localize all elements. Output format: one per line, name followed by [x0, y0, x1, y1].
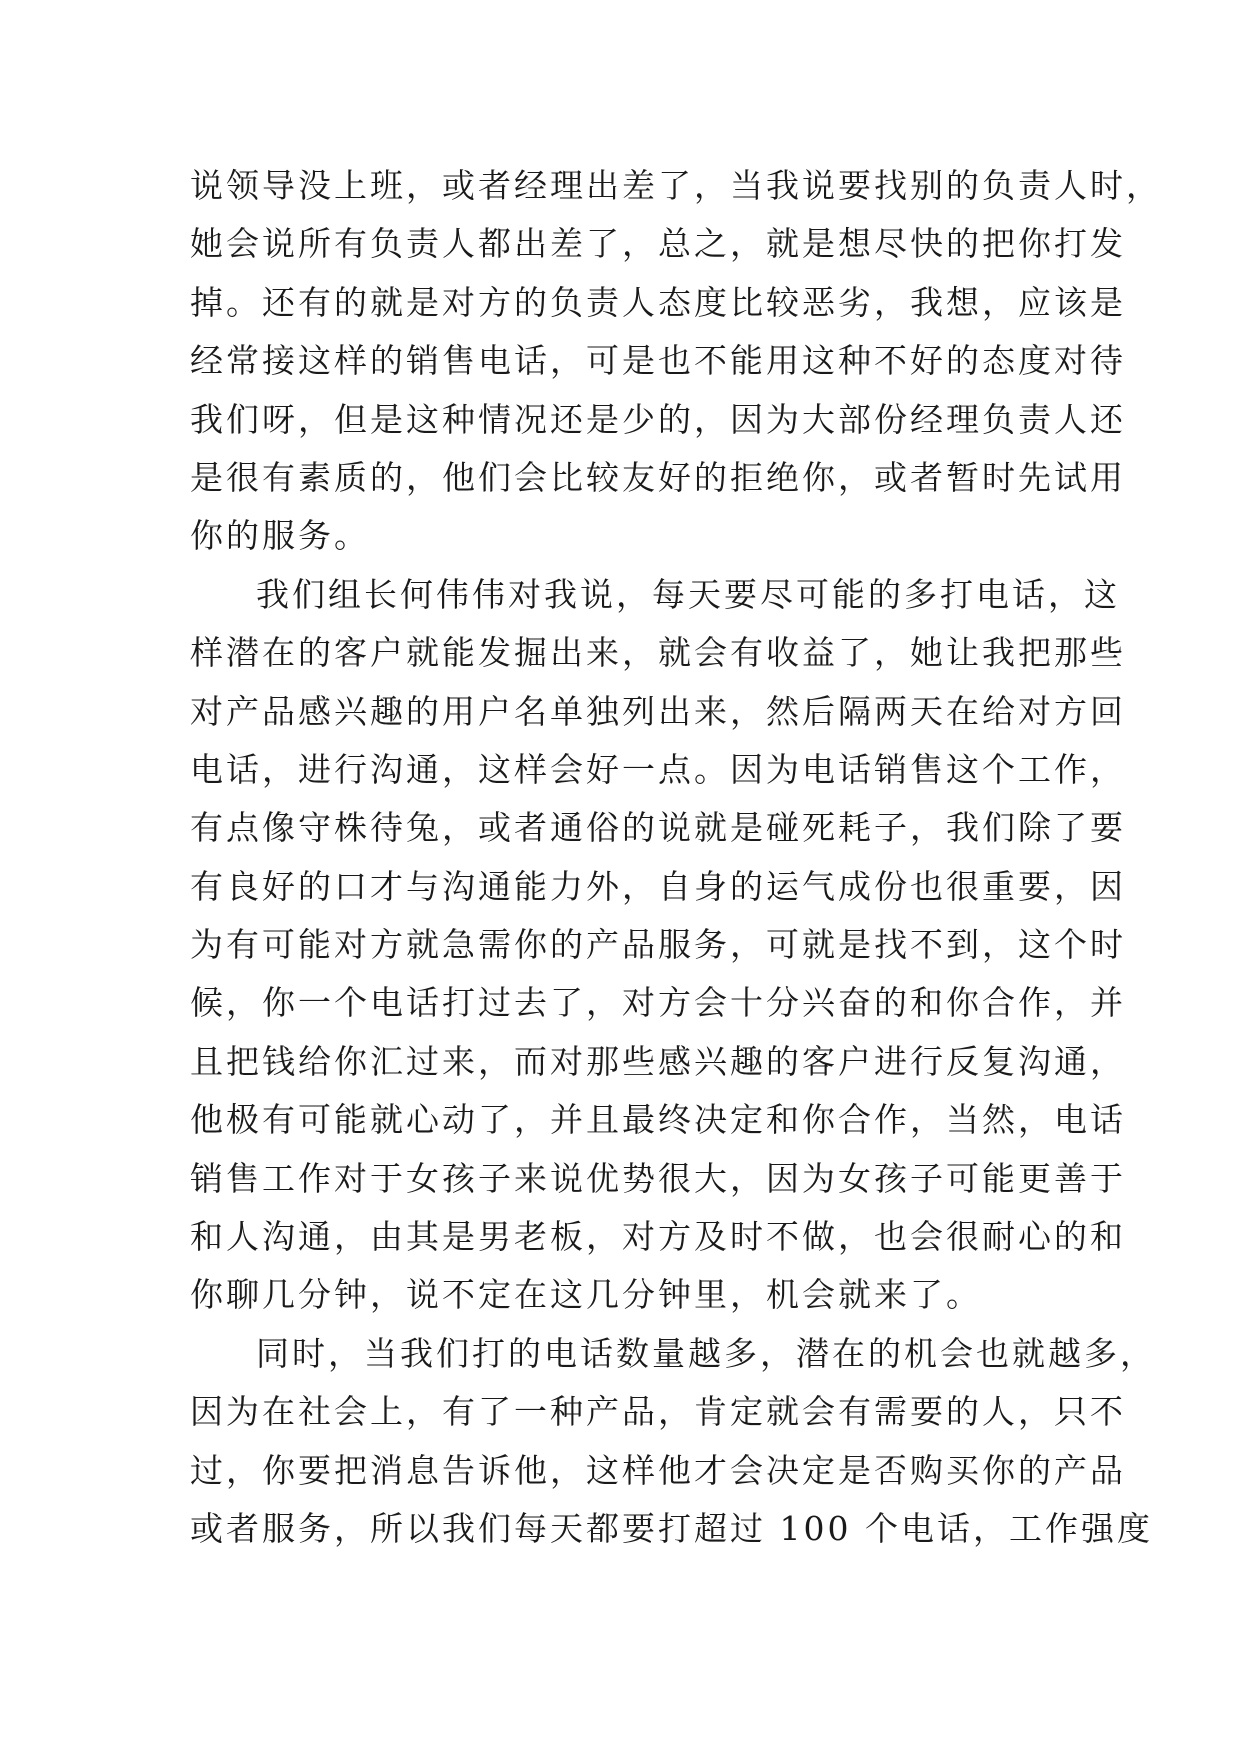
text-line: 因为在社会上，有了一种产品，肯定就会有需要的人，只不	[190, 1392, 1126, 1432]
text-line: 样潜在的客户就能发掘出来，就会有收益了，她让我把那些	[190, 633, 1126, 673]
text-line: 过，你要把消息告诉他，这样他才会决定是否购买你的产品	[190, 1450, 1126, 1490]
text-line: 你的服务。	[190, 516, 370, 556]
text-line: 是很有素质的，他们会比较友好的拒绝你，或者暂时先试用	[190, 457, 1126, 497]
text-line: 我们组长何伟伟对我说，每天要尽可能的多打电话，这	[256, 574, 1120, 614]
text-line: 对产品感兴趣的用户名单独列出来，然后隔两天在给对方回	[190, 691, 1126, 731]
text-line: 为有可能对方就急需你的产品服务，可就是找不到，这个时	[190, 925, 1126, 965]
text-line: 有点像守株待兔，或者通俗的说就是碰死耗子，我们除了要	[190, 808, 1126, 848]
text-line: 销售工作对于女孩子来说优势很大，因为女孩子可能更善于	[190, 1158, 1126, 1198]
text-line: 或者服务，所以我们每天都要打超过 100 个电话，工作强度	[190, 1508, 1153, 1548]
text-line: 有良好的口才与沟通能力外，自身的运气成份也很重要，因	[190, 866, 1126, 906]
text-line: 经常接这样的销售电话，可是也不能用这种不好的态度对待	[190, 341, 1126, 381]
text-line: 他极有可能就心动了，并且最终决定和你合作，当然，电话	[190, 1100, 1126, 1140]
text-line: 掉。还有的就是对方的负责人态度比较恶劣，我想，应该是	[190, 282, 1126, 322]
text-line: 我们呀，但是这种情况还是少的，因为大部份经理负责人还	[190, 399, 1126, 439]
text-line: 你聊几分钟，说不定在这几分钟里，机会就来了。	[190, 1275, 982, 1315]
text-line: 和人沟通，由其是男老板，对方及时不做，也会很耐心的和	[190, 1217, 1126, 1257]
text-line: 她会说所有负责人都出差了，总之，就是想尽快的把你打发	[190, 224, 1126, 264]
text-line: 候，你一个电话打过去了，对方会十分兴奋的和你合作，并	[190, 983, 1126, 1023]
text-line: 且把钱给你汇过来，而对那些感兴趣的客户进行反复沟通，	[190, 1041, 1126, 1081]
text-line: 电话，进行沟通，这样会好一点。因为电话销售这个工作，	[190, 749, 1126, 789]
text-line: 同时，当我们打的电话数量越多，潜在的机会也就越多，	[256, 1333, 1156, 1373]
text-line: 说领导没上班，或者经理出差了，当我说要找别的负责人时，	[190, 166, 1162, 205]
body-text	[190, 157, 1162, 1558]
